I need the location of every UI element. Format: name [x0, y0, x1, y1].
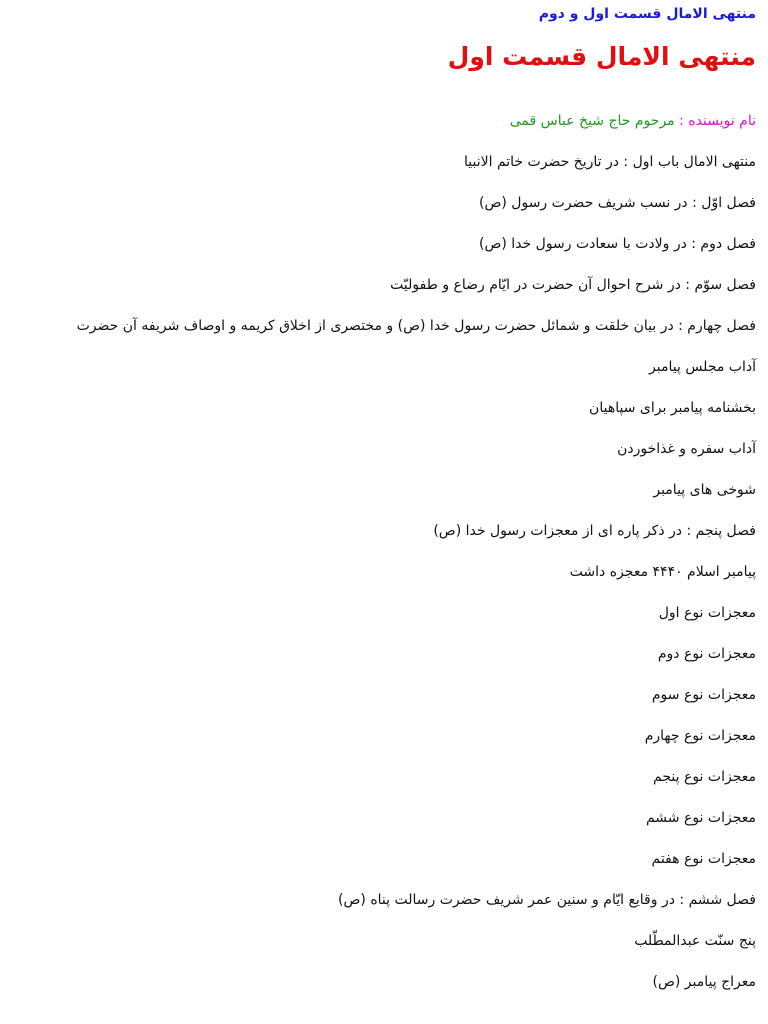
toc-item[interactable]: فصل دوم : در ولادت با سعادت رسول خدا (ص) [479, 236, 756, 252]
page-title: منتهی الامال قسمت اول [447, 42, 756, 71]
toc-item[interactable]: آداب سفره و غذاخوردن [617, 441, 756, 457]
toc-item[interactable]: فصل اوّل : در نسب شریف حضرت رسول (ص) [479, 195, 756, 211]
toc-item[interactable]: معجزات نوع سوم [651, 687, 756, 703]
toc-item[interactable]: فصل سوّم : در شرح احوال آن حضرت در ایّام رضاع و طفولیّت [390, 277, 756, 293]
toc-item[interactable]: معراج پیامبر (ص) [652, 974, 756, 990]
toc-item[interactable]: معجزات نوع هفتم [651, 851, 756, 867]
toc-item[interactable]: بخشنامه پیامبر برای سپاهیان [589, 400, 756, 416]
breadcrumb-link[interactable]: منتهی الامال قسمت اول و دوم [538, 6, 756, 22]
toc-item[interactable]: شوخی های پیامبر [653, 482, 756, 498]
table-of-contents [12, 152, 756, 1013]
toc-item[interactable]: منتهی الامال باب اول : در تاریخ حضرت خاتم الانبیا [464, 154, 756, 170]
toc-item[interactable]: پیامبر اسلام ۴۴۴۰ معجزه داشت [569, 564, 756, 580]
toc-item[interactable]: معجزات نوع اول [658, 605, 756, 621]
author-label: نام نویسنده : [674, 113, 756, 129]
toc-item[interactable]: معجزات نوع ششم [645, 810, 756, 826]
toc-item[interactable]: معجزات نوع دوم [657, 646, 756, 662]
toc-item[interactable]: آداب مجلس پیامبر [649, 359, 756, 375]
toc-item[interactable]: معجزات نوع چهارم [644, 728, 756, 744]
toc-item[interactable]: پنج سنّت عبدالمطّلب [634, 933, 756, 949]
author-line [510, 113, 756, 129]
author-name: مرحوم حاج شیخ عباس قمی [509, 113, 675, 129]
toc-item[interactable]: فصل چهارم : در بیان خلقت و شمائل حضرت رسول خدا (ص) و مختصری از اخلاق کریمه و اوصاف شریفه آن حضرت [76, 318, 756, 334]
toc-item[interactable]: معجزات نوع پنجم [653, 769, 756, 785]
toc-item[interactable]: فصل ششم : در وقایع ایّام و سنین عمر شریف حضرت رسالت پناه (ص) [338, 892, 756, 908]
toc-item[interactable]: فصل پنجم : در ذکر پاره ای از معجزات رسول خدا (ص) [433, 523, 756, 539]
